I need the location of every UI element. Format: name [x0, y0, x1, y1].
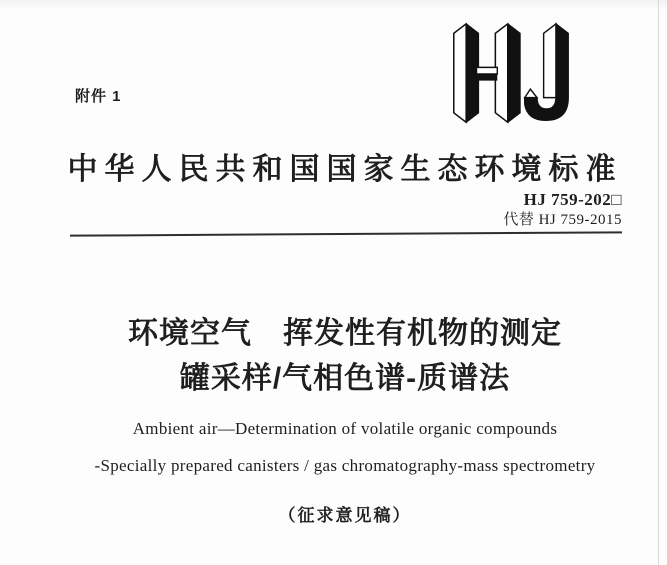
hj-logo	[449, 22, 591, 126]
document-title-cn-line1: 环境空气 挥发性有机物的测定	[128, 317, 562, 350]
document-title-en-line1: Ambient air—Determination of volatile organic compounds	[132, 419, 558, 438]
attachment-label: 附件 1	[75, 88, 122, 105]
header-rule	[70, 231, 622, 236]
scan-shadow-top	[0, 0, 667, 10]
page-edge-line	[658, 0, 659, 565]
standard-number: HJ 759-202□	[523, 190, 622, 209]
standard-number-block	[503, 189, 622, 230]
document-title-en-line2: -Specially prepared canisters / gas chromatography-mass spectrometry	[94, 456, 596, 475]
draft-status-note: （征求意见稿）	[278, 506, 412, 525]
replaces-note: 代替 HJ 759-2015	[503, 212, 622, 228]
document-title-cn-line2: 罐采样/气相色谱-质谱法	[179, 362, 511, 395]
standard-series-title: 中华人民共和国国家生态环境标准	[67, 153, 623, 186]
